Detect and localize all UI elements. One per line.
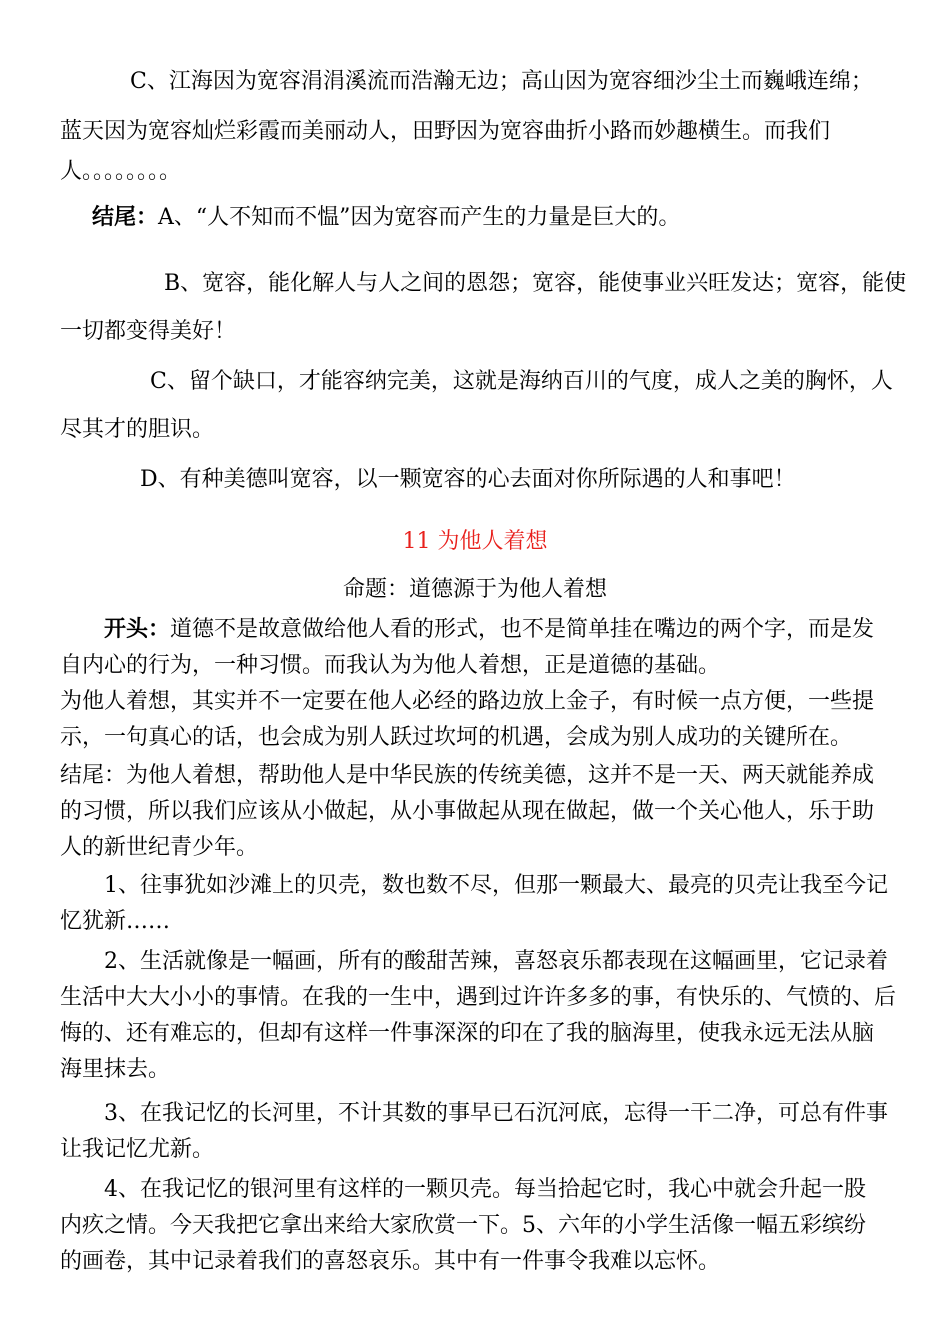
item2-line1: 2、生活就像是一幅画，所有的酸甜苦辣，喜怒哀乐都表现在这幅画里，它记录着 xyxy=(104,949,888,974)
para2-line2: 示，一句真心的话，也会成为别人跃过坎坷的机遇，会成为别人成功的关键所在。 xyxy=(60,725,853,750)
ending-c-line1: C、留个缺口，才能容纳完美，这就是海纳百川的气度，成人之美的胸怀，人 xyxy=(150,369,893,394)
item1-line2: 忆犹新…… xyxy=(60,909,171,934)
item4-line3: 的画卷，其中记录着我们的喜怒哀乐。其中有一件事令我难以忘怀。 xyxy=(60,1249,721,1274)
item2-line3: 悔的、还有难忘的，但却有这样一件事深深的印在了我的脑海里，使我永远无法从脑 xyxy=(60,1021,875,1046)
prev-c-line2: 蓝天因为宽容灿烂彩霞而美丽动人，田野因为宽容曲折小路而妙趣横生。而我们 xyxy=(60,119,831,144)
prev-c-line1: C、江海因为宽容涓涓溪流而浩瀚无边；高山因为宽容细沙尘土而巍峨连绵； xyxy=(130,69,873,94)
ending-label: 结尾： xyxy=(92,205,159,230)
opening-text1: 道德不是故意做给他人看的形式，也不是简单挂在嘴边的两个字，而是发 xyxy=(170,617,875,642)
ending-b-line1: B、宽容，能化解人与人之间的恩怨；宽容，能使事业兴旺发达；宽容，能使 xyxy=(164,271,907,296)
item2-line2: 生活中大大小小的事情。在我的一生中，遇到过许许多多的事，有快乐的、气愤的、后 xyxy=(60,985,897,1010)
ending-d-line: D、有种美德叫宽容，以一颗宽容的心去面对你所际遇的人和事吧！ xyxy=(140,467,796,492)
opening-label: 开头： xyxy=(104,617,171,642)
ending-b-line2: 一切都变得美好！ xyxy=(60,319,237,344)
item3-line2: 让我记忆尤新。 xyxy=(60,1137,215,1162)
prev-c-line3: 人。。。。。。。。 xyxy=(60,159,182,184)
para2-line1: 为他人着想，其实并不一定要在他人必经的路边放上金子，有时候一点方便，一些提 xyxy=(60,689,875,714)
item4-line1: 4、在我记忆的银河里有这样的一颗贝壳。每当拾起它时，我心中就会升起一股 xyxy=(104,1177,866,1202)
ending2-line2: 的习惯，所以我们应该从小做起，从小事做起从现在做起，做一个关心他人，乐于助 xyxy=(60,799,875,824)
ending-a-paragraph xyxy=(92,196,932,240)
ending-a-text: A、“人不知而不愠”因为宽容而产生的力量是巨大的。 xyxy=(158,205,681,230)
item2-line4: 海里抹去。 xyxy=(60,1057,171,1082)
item1-line1: 1、往事犹如沙滩上的贝壳，数也数不尽，但那一颗最大、最亮的贝壳让我至今记 xyxy=(104,873,888,898)
ending-c-line2: 尽其才的胆识。 xyxy=(60,417,215,442)
item3-line1: 3、在我记忆的长河里，不计其数的事早已石沉河底，忘得一干二净，可总有件事 xyxy=(104,1101,888,1126)
opening-line1 xyxy=(104,612,924,648)
ending2-line3: 人的新世纪青少年。 xyxy=(60,835,259,860)
ending2-line1: 结尾：为他人着想，帮助他人是中华民族的传统美德，这并不是一天、两天就能养成 xyxy=(60,763,875,788)
item4-line2: 内疚之情。今天我把它拿出来给大家欣赏一下。5、六年的小学生活像一幅五彩缤纷 xyxy=(60,1213,866,1238)
section-subtitle: 命题：道德源于为他人着想 xyxy=(342,577,607,602)
section-title: 11 为他人着想 xyxy=(402,529,548,554)
opening-line2: 自内心的行为，一种习惯。而我认为为他人着想，正是道德的基础。 xyxy=(60,653,721,678)
